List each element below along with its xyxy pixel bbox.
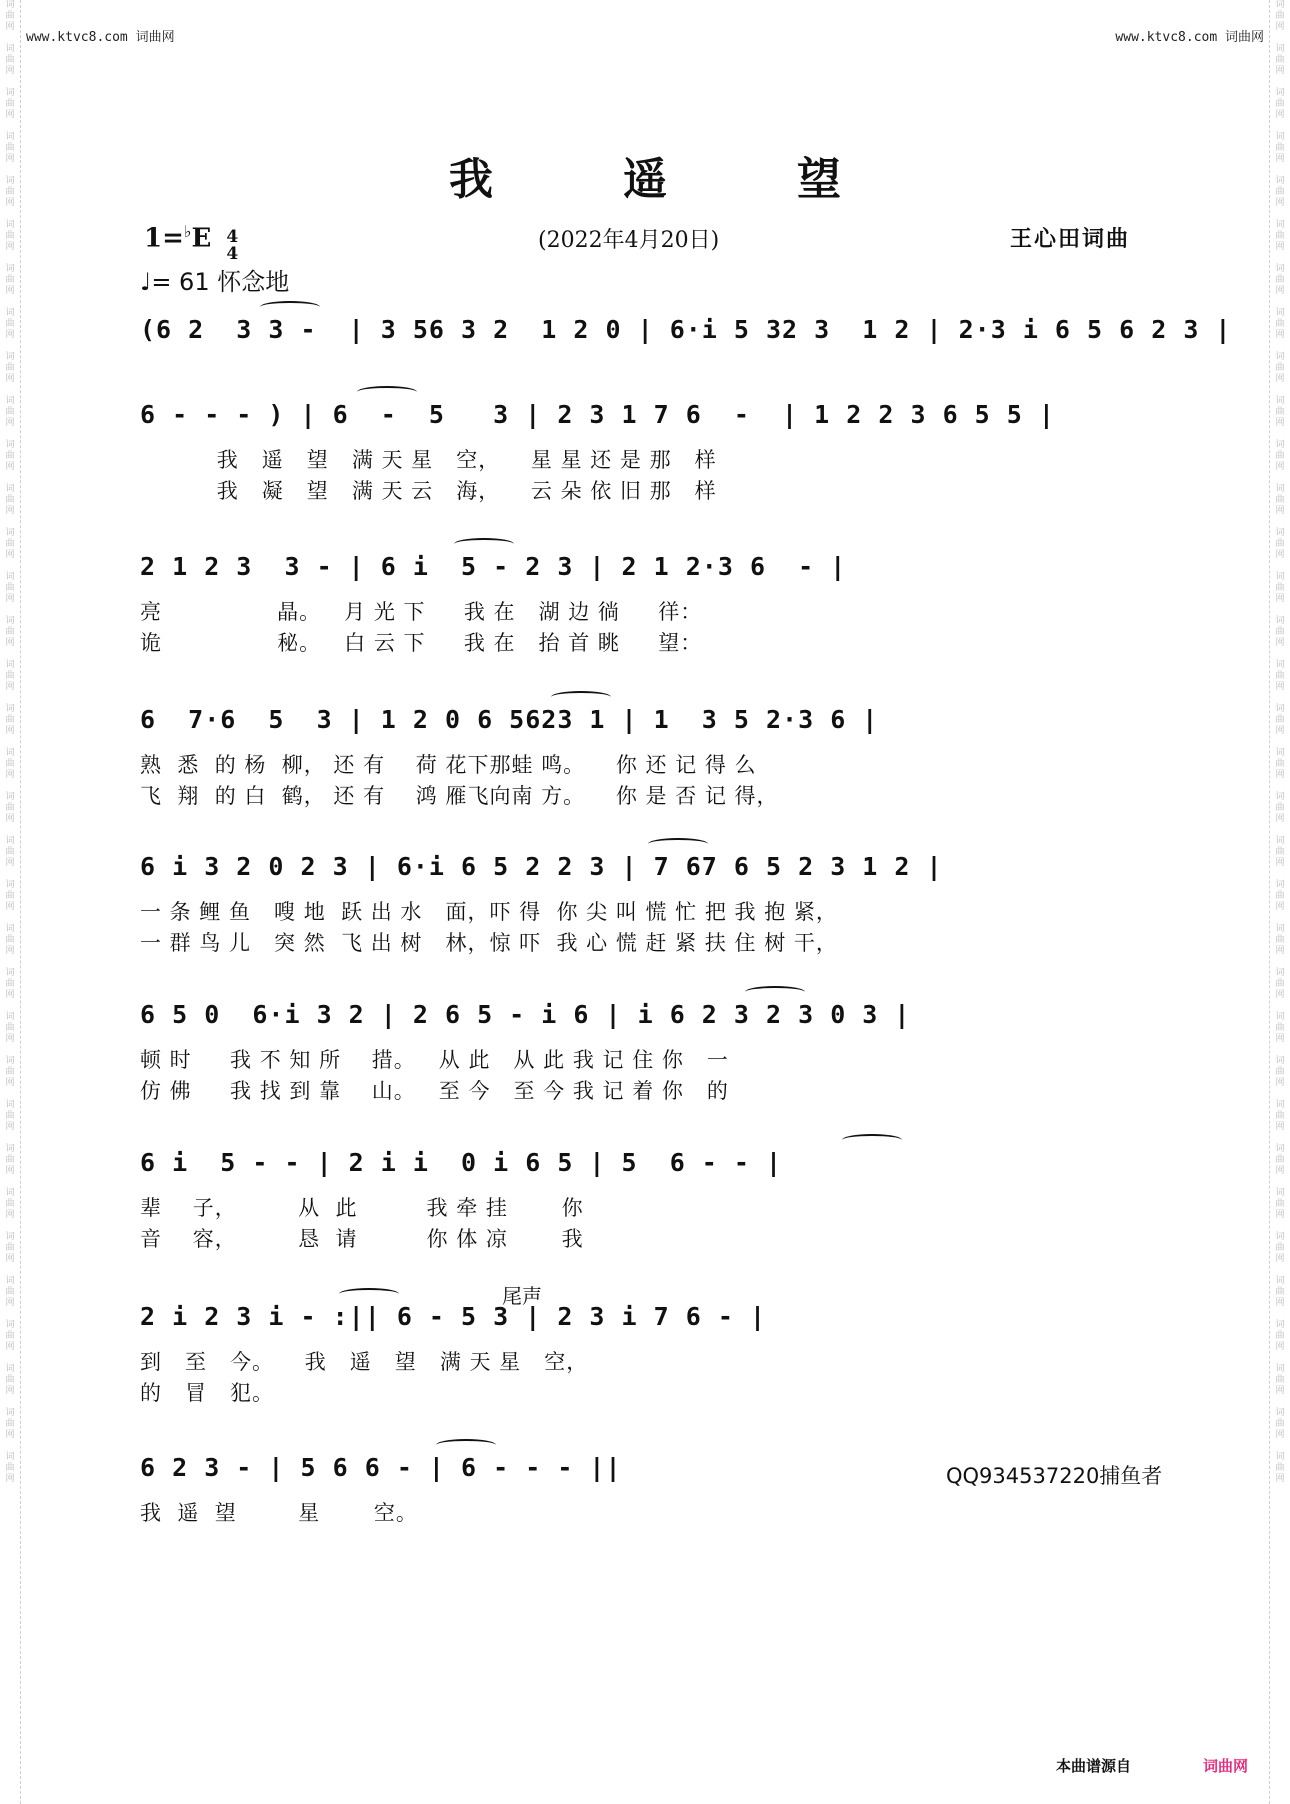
author-label: 王心田词曲 <box>1010 227 1131 252</box>
watermark-right: www.ktvc8.com 词曲网 <box>1115 30 1264 45</box>
lyric-line: 顿 时 我 不 知 所 措。 从 此 从 此 我 记 住 你 一 <box>140 1048 729 1072</box>
slur-mark <box>339 1288 399 1300</box>
footer-source: 本曲谱源自 <box>1056 1757 1132 1775</box>
time-signature <box>226 226 239 264</box>
notation-line: 6 7·6 5 3 | 1 2 0 6 5623 1 | 1 3 5 2·3 6 | <box>140 705 879 734</box>
lyric-line: 我 遥 望 星 空。 <box>140 1501 418 1525</box>
footer-site: 词曲网 <box>1203 1757 1249 1775</box>
slur-mark <box>551 691 611 703</box>
lyric-line: 的 冒 犯。 <box>140 1381 275 1405</box>
time-top: 4 <box>226 226 239 247</box>
lyric-line: 诡 秘。 白 云 下 我 在 抬 首 眺 望： <box>140 631 703 655</box>
notation-line: 2 1 2 3 3 - | 6 i 5 - 2 3 | 2 1 2·3 6 - | <box>140 552 847 581</box>
notation-line: 6 - - - ) | 6 - 5 3 | 2 3 1 7 6 - | 1 2 2 3 6 5 5 | <box>140 400 1055 429</box>
notation-line: 6 i 3 2 0 2 3 | 6·i 6 5 2 2 3 | 7 67 6 5 2 3 1 2 | <box>140 852 943 881</box>
notation-line: 6 i 5 - - | 2 i i 0 i 6 5 | 5 6 - - | <box>140 1148 783 1177</box>
qq-signature: QQ934537220捕鱼者 <box>946 1464 1163 1488</box>
notation-line: 2 i 2 3 i - :|| 6 - 5 3 | 2 3 i 7 6 - | <box>140 1302 766 1331</box>
notation-line: (6 2 3 3 - | 3 56 3 2 1 2 0 | 6·i 5 32 3 1 2 | 2·3 i 6 5 6 2 3 | <box>140 315 1232 344</box>
lyric-line: 辈 子， 从 此 我 牵 挂 你 <box>140 1196 584 1220</box>
lyric-line: 亮 晶。 月 光 下 我 在 湖 边 徜 徉： <box>140 600 703 624</box>
slur-mark <box>357 386 417 398</box>
slur-mark <box>648 838 708 850</box>
lyric-line: 熟 悉 的 杨 柳， 还 有 荷 花下那蛙 鸣。 你 还 记 得 么 <box>140 753 757 777</box>
lyric-line: 飞 翔 的 白 鹤， 还 有 鸿 雁飞向南 方。 你 是 否 记 得， <box>140 784 779 808</box>
lyric-line: 到 至 今。 我 遥 望 满 天 星 空， <box>140 1350 589 1374</box>
slur-mark <box>260 301 320 313</box>
notation-line: 6 5 0 6·i 3 2 | 2 6 5 - i 6 | i 6 2 3 2 3 0 3 | <box>140 1000 911 1029</box>
lyric-line: 我 遥 望 满 天 星 空， 星 星 还 是 那 样 <box>140 448 717 472</box>
lyric-line: 仿 佛 我 找 到 靠 山。 至 今 至 今 我 记 着 你 的 <box>140 1079 729 1103</box>
time-bottom: 4 <box>226 243 239 264</box>
lyric-line: 音 容， 恳 请 你 体 凉 我 <box>140 1227 584 1251</box>
notation-line: 6 2 3 - | 5 6 6 - | 6 - - - || <box>140 1453 622 1482</box>
date-label: (2022年4月20日) <box>538 228 720 253</box>
slur-mark <box>436 1439 496 1451</box>
tempo-marking: ♩= 61 怀念地 <box>140 268 290 296</box>
key-prefix: 1= <box>144 223 184 254</box>
watermark-left: www.ktvc8.com 词曲网 <box>26 30 175 45</box>
key-note: E <box>191 223 212 254</box>
slur-mark <box>842 1134 902 1146</box>
left-margin-watermark: 词 曲 网 词 曲 网 词 曲 网 词 曲 网 词 曲 网 词 曲 网 词 曲 网 词 曲 网 词 曲 网 词 曲 网 词 曲 网 词 曲 网 词 曲 网 词 曲 网 词 曲 网 词 曲 网 词 曲 网 词 曲 网 词 曲 网 词 曲 网 词 曲 网 词 曲 网 词 曲 网 词 曲 网 词 曲 网 词 曲 网 词 曲 网 词 曲 网 词 曲 网 词 曲 网 词 曲 网 词 曲 网 词 曲 网 词 曲 网 <box>0 0 21 1804</box>
slur-mark <box>454 538 514 550</box>
flat-sign: ♭ <box>183 222 192 241</box>
lyric-line: 我 凝 望 满 天 云 海， 云 朵 依 旧 那 样 <box>140 479 717 503</box>
page-title: 我遥望 <box>449 154 971 205</box>
slur-mark <box>745 986 805 998</box>
coda-label: 尾声 <box>502 1284 542 1308</box>
right-margin-watermark: 词 曲 网 词 曲 网 词 曲 网 词 曲 网 词 曲 网 词 曲 网 词 曲 网 词 曲 网 词 曲 网 词 曲 网 词 曲 网 词 曲 网 词 曲 网 词 曲 网 词 曲 网 词 曲 网 词 曲 网 词 曲 网 词 曲 网 词 曲 网 词 曲 网 词 曲 网 词 曲 网 词 曲 网 词 曲 网 词 曲 网 词 曲 网 词 曲 网 词 曲 网 词 曲 网 词 曲 网 词 曲 网 词 曲 网 词 曲 网 <box>1269 0 1290 1804</box>
lyric-line: 一 群 鸟 儿 突 然 飞 出 树 林，惊 吓 我 心 慌 赶 紧 扶 住 树 干， <box>140 931 838 955</box>
lyric-line: 一 条 鲤 鱼 嗖 地 跃 出 水 面，吓 得 你 尖 叫 慌 忙 把 我 抱 紧， <box>140 900 838 924</box>
key-signature <box>144 222 238 263</box>
